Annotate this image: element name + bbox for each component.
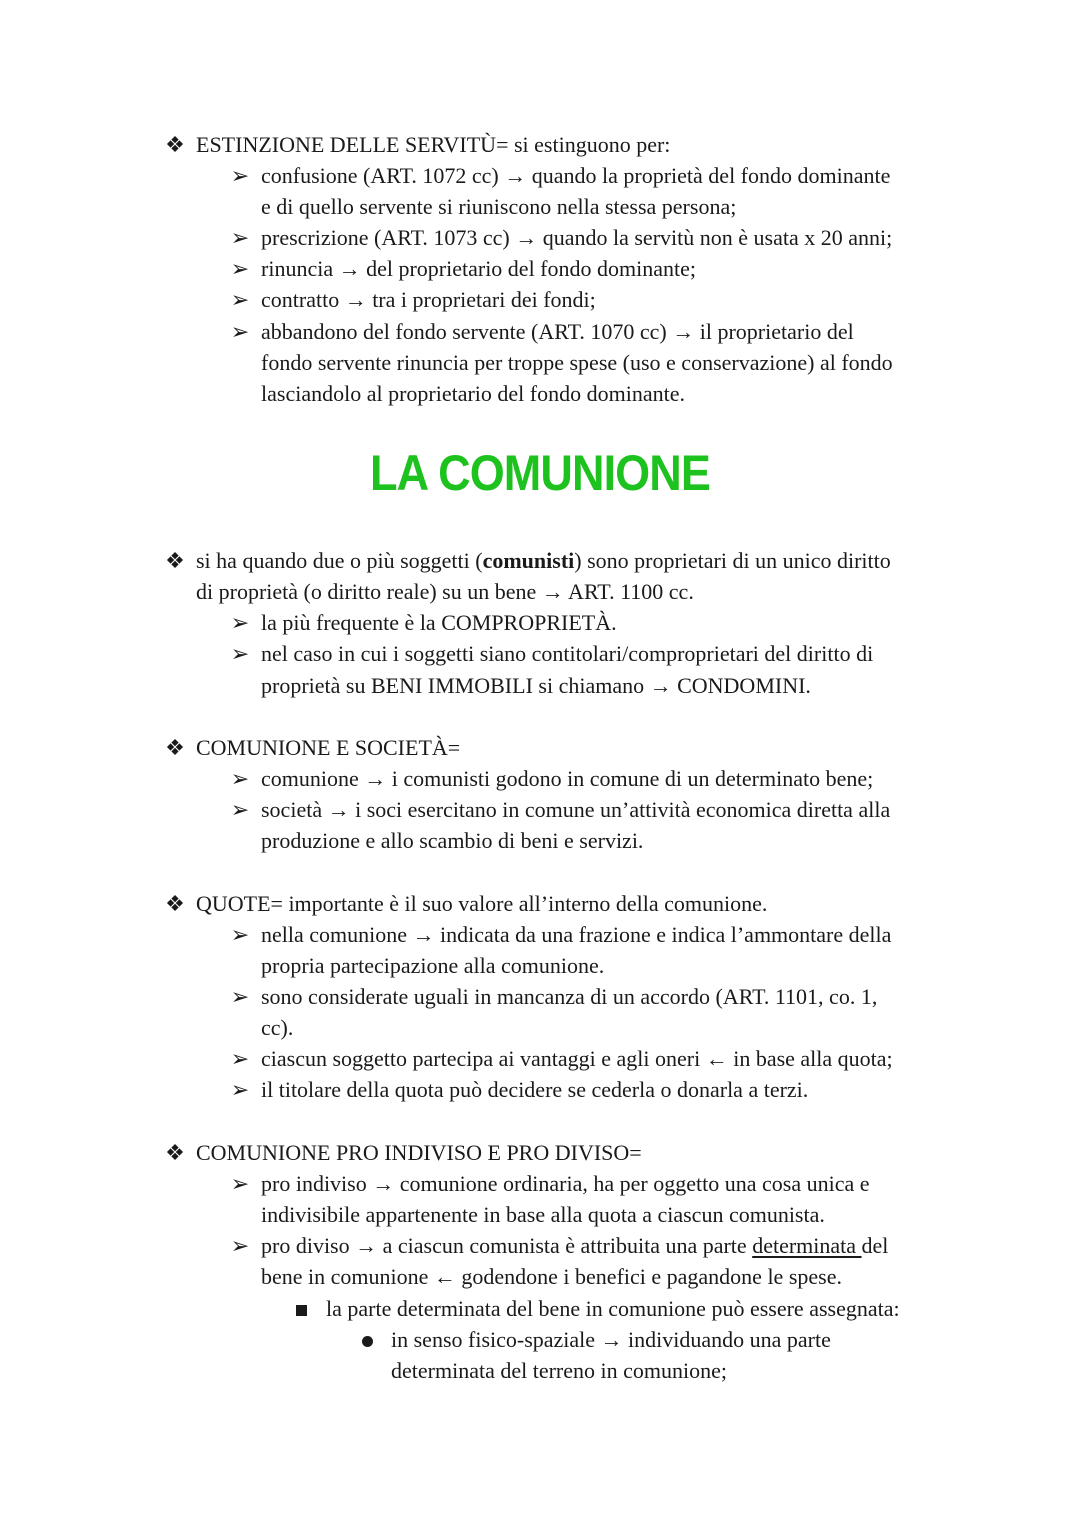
indiviso-item	[261, 1230, 888, 1261]
comunione-definition	[196, 545, 891, 576]
page-title: LA COMUNIONE	[369, 445, 711, 501]
comunione-item: la più frequente è la COMPROPRIETÀ.	[261, 610, 617, 635]
servitu-item: abbandono del fondo servente (ART. 1070 cc) → il proprietario del	[261, 319, 854, 344]
societa-item: comunione → i comunisti godono in comune di un determinato bene;	[261, 766, 874, 791]
arrow-bullet-icon: ➢	[230, 163, 250, 188]
servitu-item: e di quello servente si riuniscono nella stessa persona;	[261, 194, 737, 219]
indiviso-item: bene in comunione ← godendone i benefici e pagandone le spese.	[261, 1264, 842, 1289]
underlined-term: determinata	[752, 1233, 862, 1258]
text-run: si ha quando due o più soggetti (	[196, 548, 483, 573]
indiviso-item: pro indiviso → comunione ordinaria, ha per oggetto una cosa unica e	[261, 1171, 870, 1196]
diamond-bullet-icon: ❖	[165, 891, 185, 916]
bold-term: comunisti	[482, 548, 575, 573]
indiviso-subsubitem: in senso fisico-spaziale → individuando una parte	[391, 1327, 831, 1352]
indiviso-subitem: la parte determinata del bene in comunione può essere assegnata:	[326, 1296, 900, 1321]
comunione-item: nel caso in cui i soggetti siano contitolari/comproprietari del diritto di	[261, 641, 874, 666]
societa-heading: COMUNIONE E SOCIETÀ=	[196, 735, 461, 760]
diamond-bullet-icon: ❖	[165, 735, 185, 760]
quote-item: propria partecipazione alla comunione.	[261, 953, 605, 978]
text-run: ) sono proprietari di un unico diritto	[574, 548, 891, 573]
servitu-item: confusione (ART. 1072 cc) → quando la proprietà del fondo dominante	[261, 163, 891, 188]
square-bullet-icon	[288, 1293, 314, 1324]
arrow-bullet-icon: ➢	[230, 1233, 250, 1258]
servitu-item: contratto → tra i proprietari dei fondi;	[261, 287, 596, 312]
arrow-bullet-icon: ➢	[230, 1046, 250, 1071]
societa-item: produzione e allo scambio di beni e servizi.	[261, 828, 644, 853]
text-run: del	[861, 1233, 889, 1258]
diamond-bullet-icon: ❖	[165, 548, 185, 573]
quote-item: cc).	[261, 1015, 294, 1040]
diamond-bullet-icon: ❖	[165, 132, 185, 157]
quote-heading: QUOTE= importante è il suo valore all’interno della comunione.	[196, 891, 768, 916]
arrow-bullet-icon: ➢	[230, 766, 250, 791]
text-run: pro diviso → a ciascun comunista è attribuita una parte	[261, 1233, 753, 1258]
societa-item: società → i soci esercitano in comune un’attività economica diretta alla	[261, 797, 891, 822]
arrow-bullet-icon: ➢	[230, 641, 250, 666]
arrow-bullet-icon: ➢	[230, 1077, 250, 1102]
arrow-bullet-icon: ➢	[230, 287, 250, 312]
arrow-bullet-icon: ➢	[230, 797, 250, 822]
dot-bullet-icon	[354, 1324, 380, 1355]
arrow-bullet-icon: ➢	[230, 610, 250, 635]
quote-item: il titolare della quota può decidere se cederla o donarla a terzi.	[261, 1077, 809, 1102]
comunione-definition: di proprietà (o diritto reale) su un bene → ART. 1100 cc.	[196, 579, 694, 604]
quote-item: nella comunione → indicata da una frazione e indica l’ammontare della	[261, 922, 892, 947]
servitu-item: rinuncia → del proprietario del fondo dominante;	[261, 256, 696, 281]
servitu-item: fondo servente rinuncia per troppe spese (uso e conservazione) al fondo	[261, 350, 893, 375]
indiviso-subsubitem: determinata del terreno in comunione;	[391, 1358, 727, 1383]
arrow-bullet-icon: ➢	[230, 319, 250, 344]
indiviso-item: indivisibile appartenente in base alla quota a ciascun comunista.	[261, 1202, 825, 1227]
arrow-bullet-icon: ➢	[230, 1171, 250, 1196]
arrow-bullet-icon: ➢	[230, 984, 250, 1009]
arrow-bullet-icon: ➢	[230, 225, 250, 250]
quote-item: sono considerate uguali in mancanza di un accordo (ART. 1101, co. 1,	[261, 984, 878, 1009]
diamond-bullet-icon: ❖	[165, 1140, 185, 1165]
arrow-bullet-icon: ➢	[230, 922, 250, 947]
indiviso-heading: COMUNIONE PRO INDIVISO E PRO DIVISO=	[196, 1140, 642, 1165]
servitu-item: prescrizione (ART. 1073 cc) → quando la servitù non è usata x 20 anni;	[261, 225, 893, 250]
comunione-item: proprietà su BENI IMMOBILI si chiamano → CONDOMINI.	[261, 673, 811, 698]
quote-item: ciascun soggetto partecipa ai vantaggi e agli oneri ← in base alla quota;	[261, 1046, 893, 1071]
arrow-bullet-icon: ➢	[230, 256, 250, 281]
servitu-item: lasciandolo al proprietario del fondo dominante.	[261, 381, 685, 406]
servitu-heading: ESTINZIONE DELLE SERVITÙ= si estinguono per:	[196, 132, 671, 157]
